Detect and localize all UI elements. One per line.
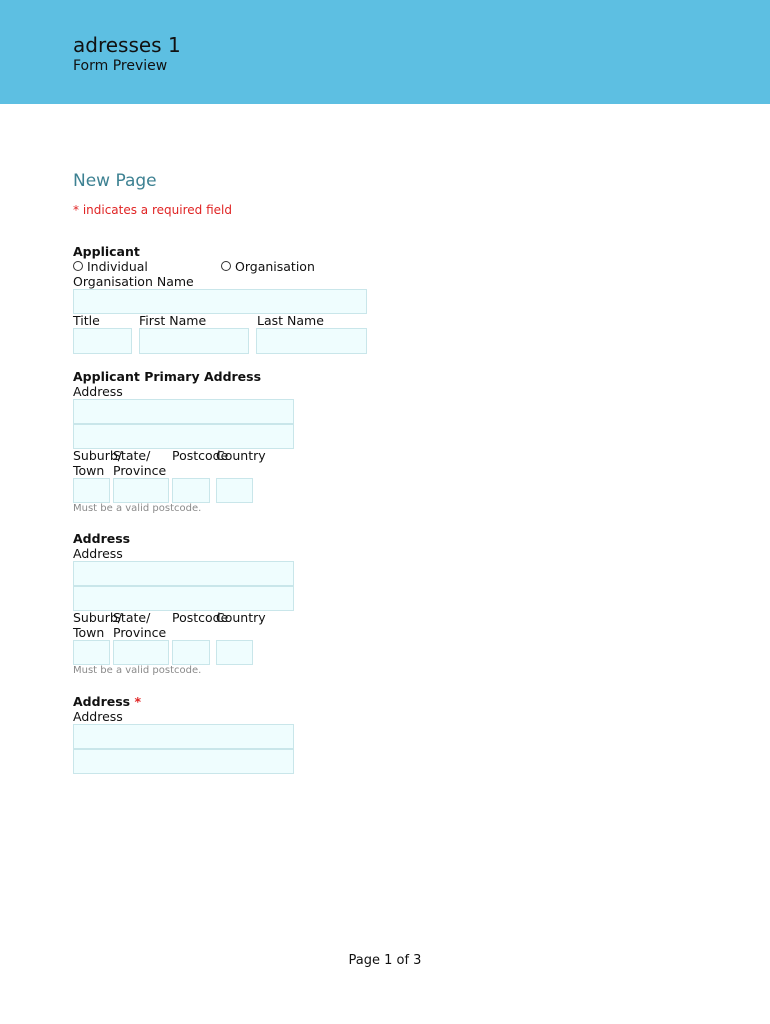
- radio-organisation[interactable]: [221, 259, 315, 274]
- country-input[interactable]: [216, 640, 253, 665]
- radio-organisation-label: Organisation: [235, 259, 315, 274]
- suburb-input[interactable]: [73, 640, 110, 665]
- address-section-label: [73, 694, 141, 709]
- radio-circle-icon: [73, 261, 83, 271]
- address-line-2-input[interactable]: [73, 586, 294, 611]
- organisation-name-label: Organisation Name: [73, 274, 194, 289]
- country-label: Country: [216, 448, 266, 463]
- postcode-input[interactable]: [172, 478, 210, 503]
- postcode-label: Postcode: [172, 610, 229, 625]
- address-section-label: Address: [73, 531, 131, 546]
- page-indicator: Page 1 of 3: [348, 953, 422, 968]
- address-line-1-input[interactable]: [73, 561, 294, 586]
- radio-individual-label: Individual: [87, 259, 148, 274]
- form-title: adresses 1: [73, 33, 181, 57]
- last-name-input[interactable]: [256, 328, 367, 354]
- form-header: [0, 0, 770, 104]
- form-subtitle: Form Preview: [73, 58, 168, 74]
- postcode-hint: Must be a valid postcode.: [73, 665, 202, 676]
- radio-circle-icon: [221, 261, 231, 271]
- first-name-input[interactable]: [139, 328, 249, 354]
- state-province-label: State/ Province: [113, 610, 167, 640]
- applicant-section-label: Applicant: [73, 244, 140, 259]
- page-heading: New Page: [73, 171, 157, 191]
- suburb-town-label: Suburb/ Town: [73, 448, 122, 478]
- required-field-note: * indicates a required field: [73, 203, 232, 217]
- suburb-input[interactable]: [73, 478, 110, 503]
- country-input[interactable]: [216, 478, 253, 503]
- address-line-1-input[interactable]: [73, 724, 294, 749]
- title-input[interactable]: [73, 328, 132, 354]
- organisation-name-input[interactable]: [73, 289, 367, 314]
- address-line-2-input[interactable]: [73, 749, 294, 774]
- address-label: Address: [73, 546, 123, 561]
- address-label: Address: [73, 384, 123, 399]
- postcode-input[interactable]: [172, 640, 210, 665]
- last-name-label: Last Name: [257, 313, 324, 328]
- state-input[interactable]: [113, 478, 169, 503]
- radio-individual[interactable]: [73, 259, 148, 274]
- address-section-title: Address: [73, 694, 131, 709]
- address-line-1-input[interactable]: [73, 399, 294, 424]
- suburb-town-label: Suburb/ Town: [73, 610, 122, 640]
- postcode-hint: Must be a valid postcode.: [73, 503, 202, 514]
- state-input[interactable]: [113, 640, 169, 665]
- address-line-2-input[interactable]: [73, 424, 294, 449]
- title-label: Title: [73, 313, 100, 328]
- primary-address-section-label: Applicant Primary Address: [73, 369, 262, 384]
- postcode-label: Postcode: [172, 448, 229, 463]
- first-name-label: First Name: [139, 313, 207, 328]
- address-label: Address: [73, 709, 123, 724]
- country-label: Country: [216, 610, 266, 625]
- required-asterisk: *: [134, 694, 141, 709]
- state-province-label: State/ Province: [113, 448, 167, 478]
